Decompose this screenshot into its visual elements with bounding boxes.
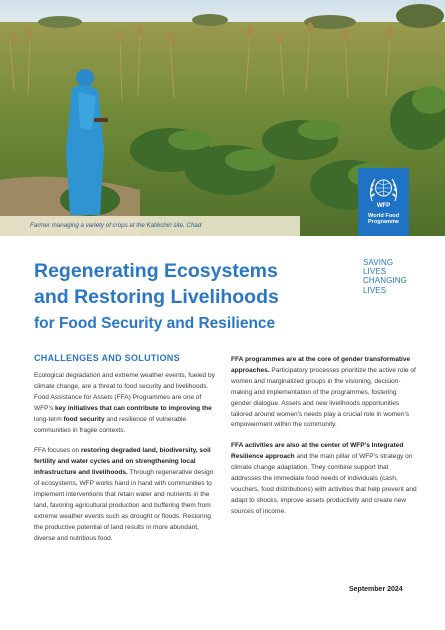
paragraph: FFA focuses on restoring degraded land, biodiversity, soil fertility and water cycles and on strengthening local infrastructure and livelihoods. Through regenerative design of ecosystems, WFP works hand in hand with communities to implement interventions that retain water and nutrients in the land, favoring agricultural production and buffering them from extreme weather events such as drought or floods. Restoring the productive potential of land results in more abundant, diverse and nutritious food. xyxy=(34,447,214,542)
section-heading: CHALLENGES AND SOLUTIONS xyxy=(34,353,180,363)
wfp-abbreviation: WFP xyxy=(376,203,391,209)
wfp-emblem-icon xyxy=(367,175,400,203)
document-subtitle: for Food Security and Resilience xyxy=(34,315,276,332)
paragraph: Ecological degradation and extreme weather events, fueled by climate change, are a threat to food security and livelihoods. Food Assistance for Assets (FFA) Programmes are one of WFP’s key initiatives that can contribute to improving the long-term food security and resilience of vulnerable communities in fragile contexts. xyxy=(34,372,215,434)
photo-caption: Farmer managing a variety of crops at the Katikchiri site, Chad xyxy=(0,216,300,236)
left-column xyxy=(34,371,218,555)
document-title: Regenerating Ecosystems and Restoring Livelihoods xyxy=(34,260,279,308)
publication-date: September 2024 xyxy=(349,586,403,593)
wfp-name: World Food Programme xyxy=(367,213,400,226)
wfp-slogan: SAVING LIVES CHANGING LIVES xyxy=(363,258,407,295)
wfp-logo xyxy=(358,168,409,236)
paragraph: FFA programmes are at the core of gender transformative approaches. Participatory processes prioritize the active role of women and marginalized groups in the visioning, decision-making and implementation of the programmes, fostering gender dialogue. Assets and new livelihoods opportunities tailored around women’s needs play a crucial role in women’s empowerment within the community. xyxy=(231,356,416,429)
right-column xyxy=(231,355,417,528)
paragraph: FFA activities are also at the center of WFP’s Integrated Resilience approach and the main pillar of WFP’s strategy on climate change adaptation. They combine support that addresses the immediate food needs of individuals (cash, vouchers, food distributions) with activities that help prevent and adapt to shocks, improve assets productivity and create new sources of income. xyxy=(231,442,417,515)
